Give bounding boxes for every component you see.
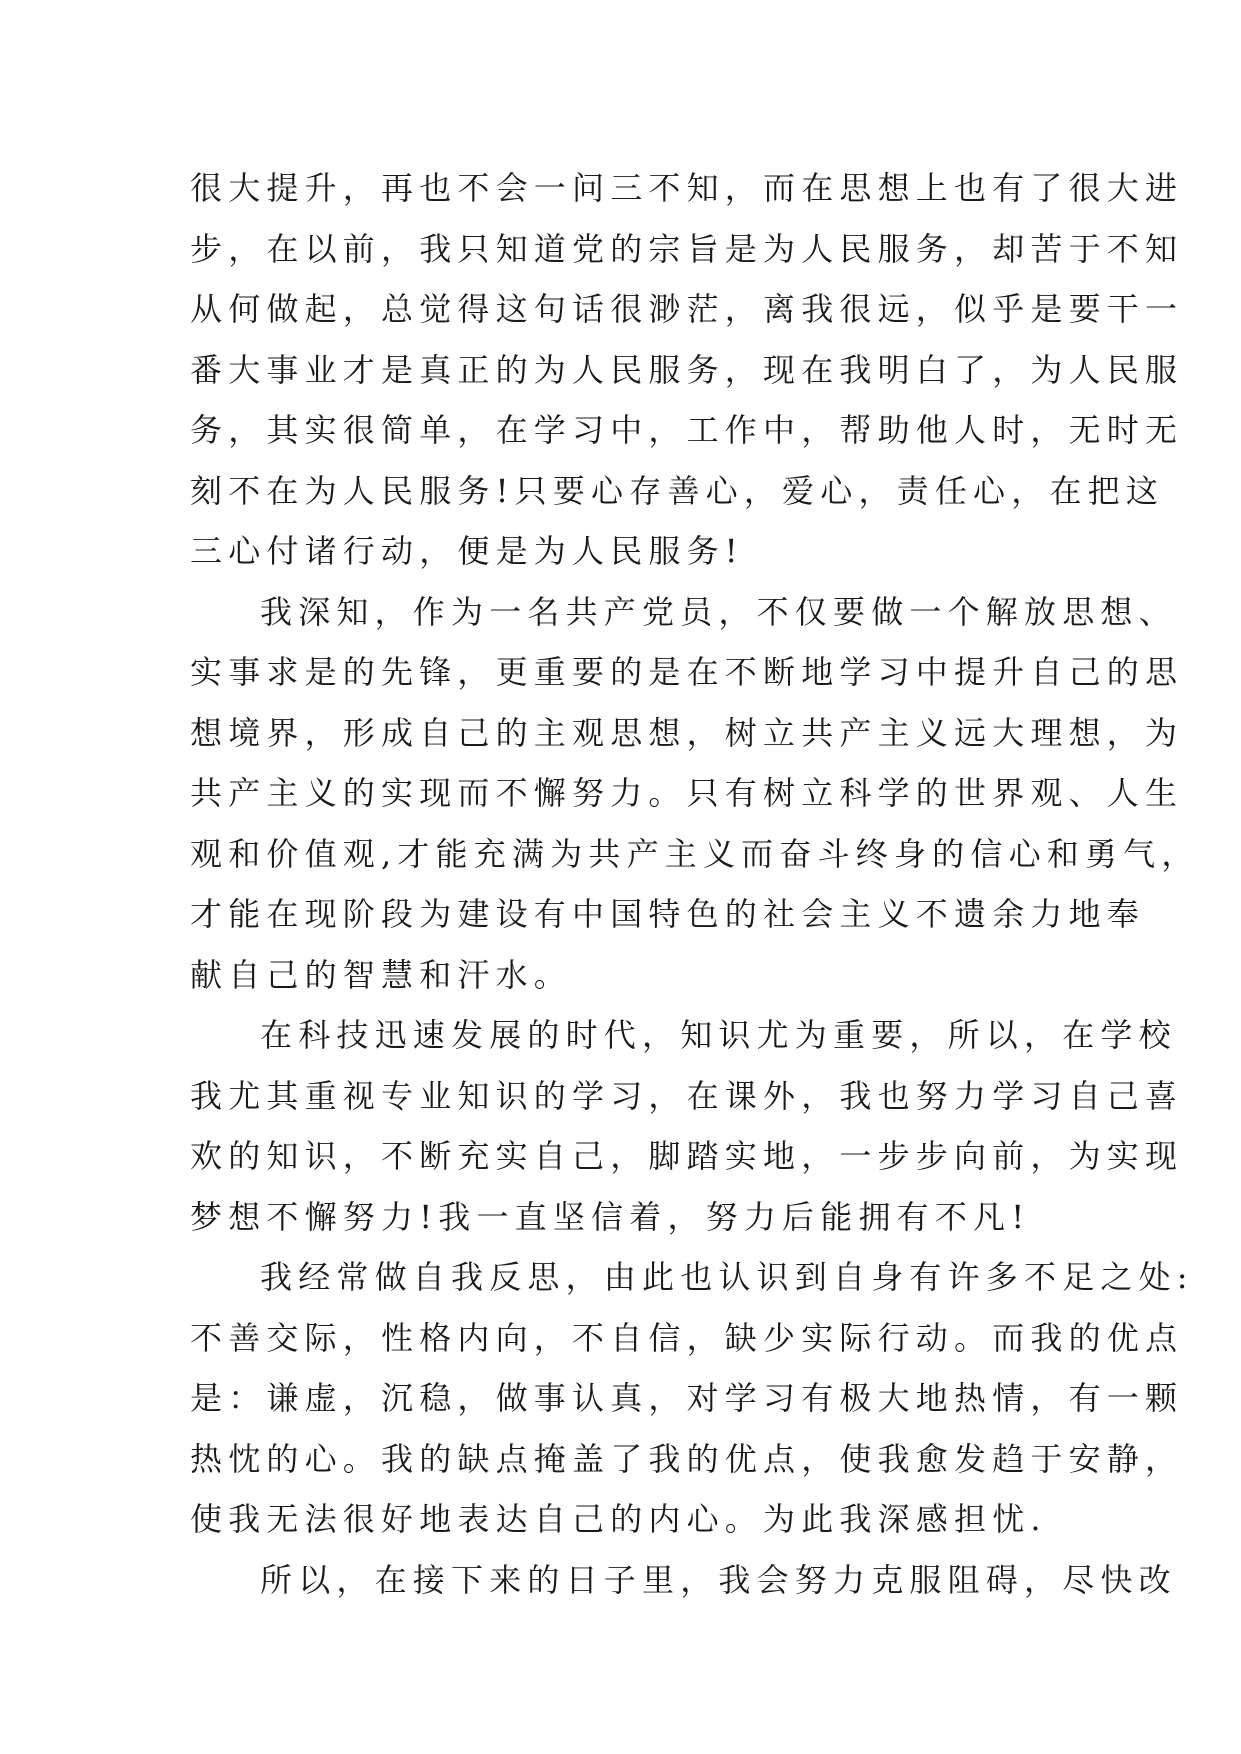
text-line: 实事求是的先锋，更重要的是在不断地学习中提升自己的思 — [190, 653, 1184, 691]
paragraph-first-line: 在科技迅速发展的时代，知识尤为重要，所以，在学校 — [260, 1016, 1177, 1054]
paragraph-first-line: 我经常做自我反思，由此也认识到自身有许多不足之处: — [260, 1258, 1194, 1296]
text-line: 不善交际，性格内向，不自信，缺少实际行动。而我的优点 — [190, 1318, 1184, 1357]
text-line: 我尤其重视专业知识的学习，在课外，我也努力学习自己喜 — [190, 1076, 1184, 1115]
text-line: 观和价值观,才能充满为共产主义而奋斗终身的信心和勇气， — [190, 834, 1200, 873]
text-line: 步，在以前，我只知道党的宗旨是为人民服务，却苦于不知 — [190, 229, 1184, 268]
text-line: 欢的知识，不断充实自己，脚踏实地，一步步向前，为实现 — [190, 1137, 1184, 1175]
body-text — [190, 158, 1200, 1610]
text-line: 热忱的心。我的缺点掩盖了我的优点，使我愈发趋于安静， — [190, 1439, 1184, 1478]
text-line: 梦想不懈努力!我一直坚信着，努力后能拥有不凡! — [190, 1197, 1031, 1236]
paragraph-first-line: 我深知，作为一名共产党员，不仅要做一个解放思想、 — [260, 592, 1177, 631]
text-line: 使我无法很好地表达自己的内心。为此我深感担忧. — [190, 1500, 1047, 1538]
text-line: 共产主义的实现而不懈努力。只有树立科学的世界观、人生 — [190, 774, 1184, 812]
text-line: 从何做起，总觉得这句话很渺茫，离我很远，似乎是要干一 — [190, 290, 1184, 328]
text-line: 刻不在为人民服务!只要心存善心，爱心，责任心，在把这 — [190, 471, 1165, 510]
text-line: 番大事业才是真正的为人民服务，现在我明白了，为人民服 — [190, 350, 1184, 389]
text-line: 想境界，形成自己的主观思想，树立共产主义远大理想，为 — [190, 713, 1184, 752]
text-line: 务，其实很简单，在学习中，工作中，帮助他人时，无时无 — [190, 411, 1184, 449]
paragraph-first-line: 所以，在接下来的日子里，我会努力克服阻碍，尽快改 — [260, 1560, 1177, 1599]
text-line: 是：谦虚，沉稳，做事认真，对学习有极大地热情，有一颗 — [190, 1379, 1184, 1417]
text-line: 献自己的智慧和汗水。 — [190, 955, 573, 994]
text-line: 才能在现阶段为建设有中国特色的社会主义不遗余力地奉 — [190, 895, 1146, 933]
text-line: 三心付诸行动，便是为人民服务! — [190, 532, 744, 570]
text-line: 很大提升，再也不会一问三不知，而在思想上也有了很大进 — [190, 169, 1184, 207]
